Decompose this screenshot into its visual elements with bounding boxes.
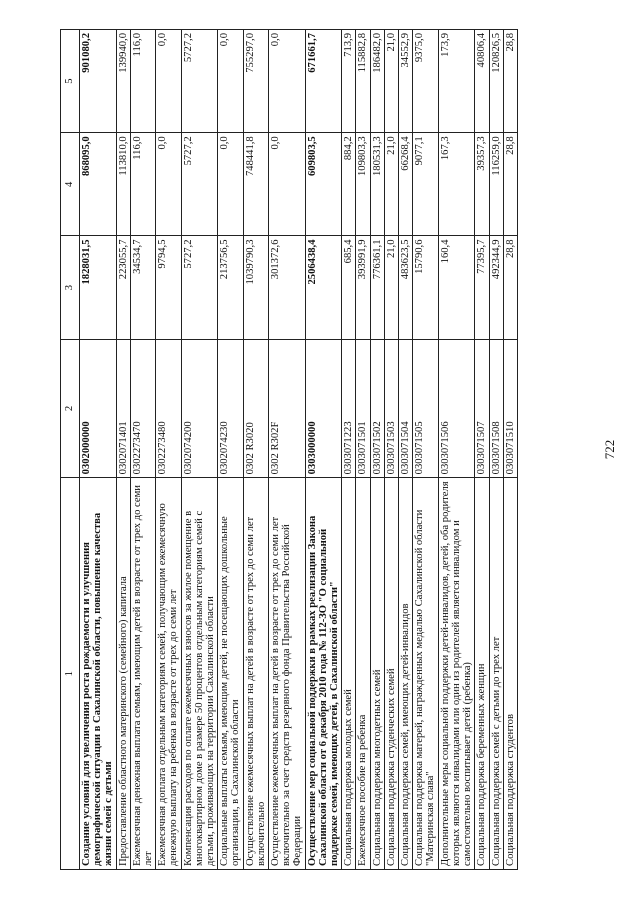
item-name: Социальная поддержка многодетных семей (370, 478, 384, 870)
table-row (80, 30, 117, 870)
amount-col-5: 0,0 (218, 30, 243, 133)
table-row (116, 30, 130, 870)
item-name: Социальная поддержка матерей, награжденных медалью Сахалинской области "Материнская слава" (413, 478, 438, 870)
amount-col-5: 755297,0 (243, 30, 268, 133)
amount-col-5: 713,9 (342, 30, 356, 133)
amount-col-5: 115882,8 (356, 30, 370, 133)
amount-col-3: 483623,5 (399, 236, 413, 339)
item-name: Создание условий для увеличения роста рождаемости и улучшения демографической ситуации в Сахалинской области, повышение качества жизни семей с детьми (80, 478, 117, 870)
item-name: Компенсация расходов по оплате ежемесячных взносов за жилое помещение в многоквартирном доме в размере 50 процентов отдельным категориям семей с детьми, проживающих на территории Сахалинской области (181, 478, 218, 870)
amount-col-4: 116259,0 (489, 133, 503, 236)
amount-col-5: 186482,0 (370, 30, 384, 133)
amount-col-4: 868095,0 (80, 133, 117, 236)
amount-col-4: 113810,0 (116, 133, 130, 236)
amount-col-3: 77395,7 (475, 236, 489, 339)
budget-table (60, 29, 518, 870)
item-code: 0303071502 (370, 339, 384, 478)
item-name: Ежемесячная доплата отдельным категориям семей, получающим ежемесячную денежную выплату на ребенка в возрасте от трех до семи лет (156, 478, 181, 870)
item-code: 0303071507 (475, 339, 489, 478)
amount-col-5: 21,0 (384, 30, 398, 133)
amount-col-3: 685,4 (342, 236, 356, 339)
amount-col-3: 5727,2 (181, 236, 218, 339)
table-row (384, 30, 398, 870)
amount-col-4: 0,0 (269, 133, 306, 236)
amount-col-5: 120826,5 (489, 30, 503, 133)
table-row (503, 30, 517, 870)
item-code: 0303071503 (384, 339, 398, 478)
amount-col-3: 28,8 (503, 236, 517, 339)
table-row (475, 30, 489, 870)
column-header: 5 (61, 30, 80, 133)
amount-col-3: 2506438,4 (305, 236, 342, 339)
amount-col-3: 160,4 (438, 236, 475, 339)
amount-col-3: 21,0 (384, 236, 398, 339)
table-row (342, 30, 356, 870)
amount-col-3: 213756,5 (218, 236, 243, 339)
table-row (181, 30, 218, 870)
item-name: Социальная поддержка студентов (503, 478, 517, 870)
item-name: Осуществление мер социальной поддержки в рамках реализации Закона Сахалинской области от 6 декабря 2010 года № 112-ЗО "О социальной поддержке семей, имеющих детей, в Сахалинской области" (305, 478, 342, 870)
item-name: Ежемесячная денежная выплата семьям, имеющим детей в возрасте от трех до семи лет (130, 478, 155, 870)
amount-col-4: 609803,5 (305, 133, 342, 236)
amount-col-3: 34534,7 (130, 236, 155, 339)
amount-col-4: 167,3 (438, 133, 475, 236)
table-row (156, 30, 181, 870)
amount-col-5: 9375,0 (413, 30, 438, 133)
item-name: Социальная поддержка семей, имеющих детей-инвалидов (399, 478, 413, 870)
table-row (243, 30, 268, 870)
table-row (399, 30, 413, 870)
amount-col-3: 15790,6 (413, 236, 438, 339)
amount-col-3: 9794,5 (156, 236, 181, 339)
amount-col-3: 776361,1 (370, 236, 384, 339)
amount-col-4: 5727,2 (181, 133, 218, 236)
item-code: 0302074200 (181, 339, 218, 478)
amount-col-4: 0,0 (156, 133, 181, 236)
item-code: 0303071223 (342, 339, 356, 478)
table-row (269, 30, 306, 870)
amount-col-5: 28,8 (503, 30, 517, 133)
item-code: 0303071508 (489, 339, 503, 478)
amount-col-5: 173,9 (438, 30, 475, 133)
amount-col-4: 39357,3 (475, 133, 489, 236)
amount-col-5: 40806,4 (475, 30, 489, 133)
item-name: Социальная поддержка студенческих семей (384, 478, 398, 870)
item-code: 0302 R3020 (243, 339, 268, 478)
table-row (370, 30, 384, 870)
amount-col-4: 0,0 (218, 133, 243, 236)
table-row (130, 30, 155, 870)
item-name: Социальная поддержка молодых семей (342, 478, 356, 870)
amount-col-5: 0,0 (269, 30, 306, 133)
item-code: 0302074230 (218, 339, 243, 478)
item-code: 0303071506 (438, 339, 475, 478)
rotated-page (60, 29, 617, 870)
amount-col-4: 180531,3 (370, 133, 384, 236)
item-name: Социальные выплаты семьям, имеющим детей, не посещающих дошкольные организации, в Сахалинской области (218, 478, 243, 870)
table-row (218, 30, 243, 870)
amount-col-4: 66268,4 (399, 133, 413, 236)
amount-col-3: 1039790,3 (243, 236, 268, 339)
amount-col-4: 748441,8 (243, 133, 268, 236)
item-code: 0303071501 (356, 339, 370, 478)
item-code: 0302273470 (130, 339, 155, 478)
amount-col-3: 393991,9 (356, 236, 370, 339)
item-name: Социальная поддержка семей с детьми до трех лет (489, 478, 503, 870)
amount-col-4: 109803,3 (356, 133, 370, 236)
item-name: Осуществление ежемесячных выплат на детей в возрасте от трех до семи лет включительно за счет средств резервного фонда Правительства Российской Федерации (269, 478, 306, 870)
amount-col-4: 9077,1 (413, 133, 438, 236)
amount-col-5: 139940,0 (116, 30, 130, 133)
amount-col-3: 223055,7 (116, 236, 130, 339)
item-name: Осуществление ежемесячных выплат на детей в возрасте от трех до семи лет включительно (243, 478, 268, 870)
amount-col-4: 21,0 (384, 133, 398, 236)
item-name: Ежемесячное пособие на ребенка (356, 478, 370, 870)
item-name: Социальная поддержка беременных женщин (475, 478, 489, 870)
item-code: 0302273480 (156, 339, 181, 478)
amount-col-3: 301372,6 (269, 236, 306, 339)
table-row (489, 30, 503, 870)
item-code: 0303071504 (399, 339, 413, 478)
amount-col-4: 116,0 (130, 133, 155, 236)
amount-col-3: 492344,9 (489, 236, 503, 339)
amount-col-4: 884,2 (342, 133, 356, 236)
item-code: 0303071505 (413, 339, 438, 478)
amount-col-5: 901080,2 (80, 30, 117, 133)
column-header-row (61, 30, 80, 870)
table-row (356, 30, 370, 870)
amount-col-5: 0,0 (156, 30, 181, 133)
page-number: 722 (602, 439, 617, 460)
item-code: 0302000000 (80, 339, 117, 478)
table-row (413, 30, 438, 870)
table-row (438, 30, 475, 870)
column-header: 2 (61, 339, 80, 478)
amount-col-5: 116,0 (130, 30, 155, 133)
item-code: 0303071510 (503, 339, 517, 478)
amount-col-4: 28,8 (503, 133, 517, 236)
column-header: 4 (61, 133, 80, 236)
amount-col-3: 1828031,5 (80, 236, 117, 339)
item-name: Предоставление областного материнского (семейного) капитала (116, 478, 130, 870)
item-code: 0303000000 (305, 339, 342, 478)
item-name: Дополнительные меры социальной поддержки детей-инвалидов, детей, оба родителя которых являются инвалидами или один из родителей является инвалидом и самостоятельно воспитывает детей (ребенка) (438, 478, 475, 870)
amount-col-5: 34552,9 (399, 30, 413, 133)
column-header: 1 (61, 478, 80, 870)
amount-col-5: 671661,7 (305, 30, 342, 133)
column-header: 3 (61, 236, 80, 339)
table-row (305, 30, 342, 870)
amount-col-5: 5727,2 (181, 30, 218, 133)
item-code: 0302071401 (116, 339, 130, 478)
item-code: 0302 R302F (269, 339, 306, 478)
